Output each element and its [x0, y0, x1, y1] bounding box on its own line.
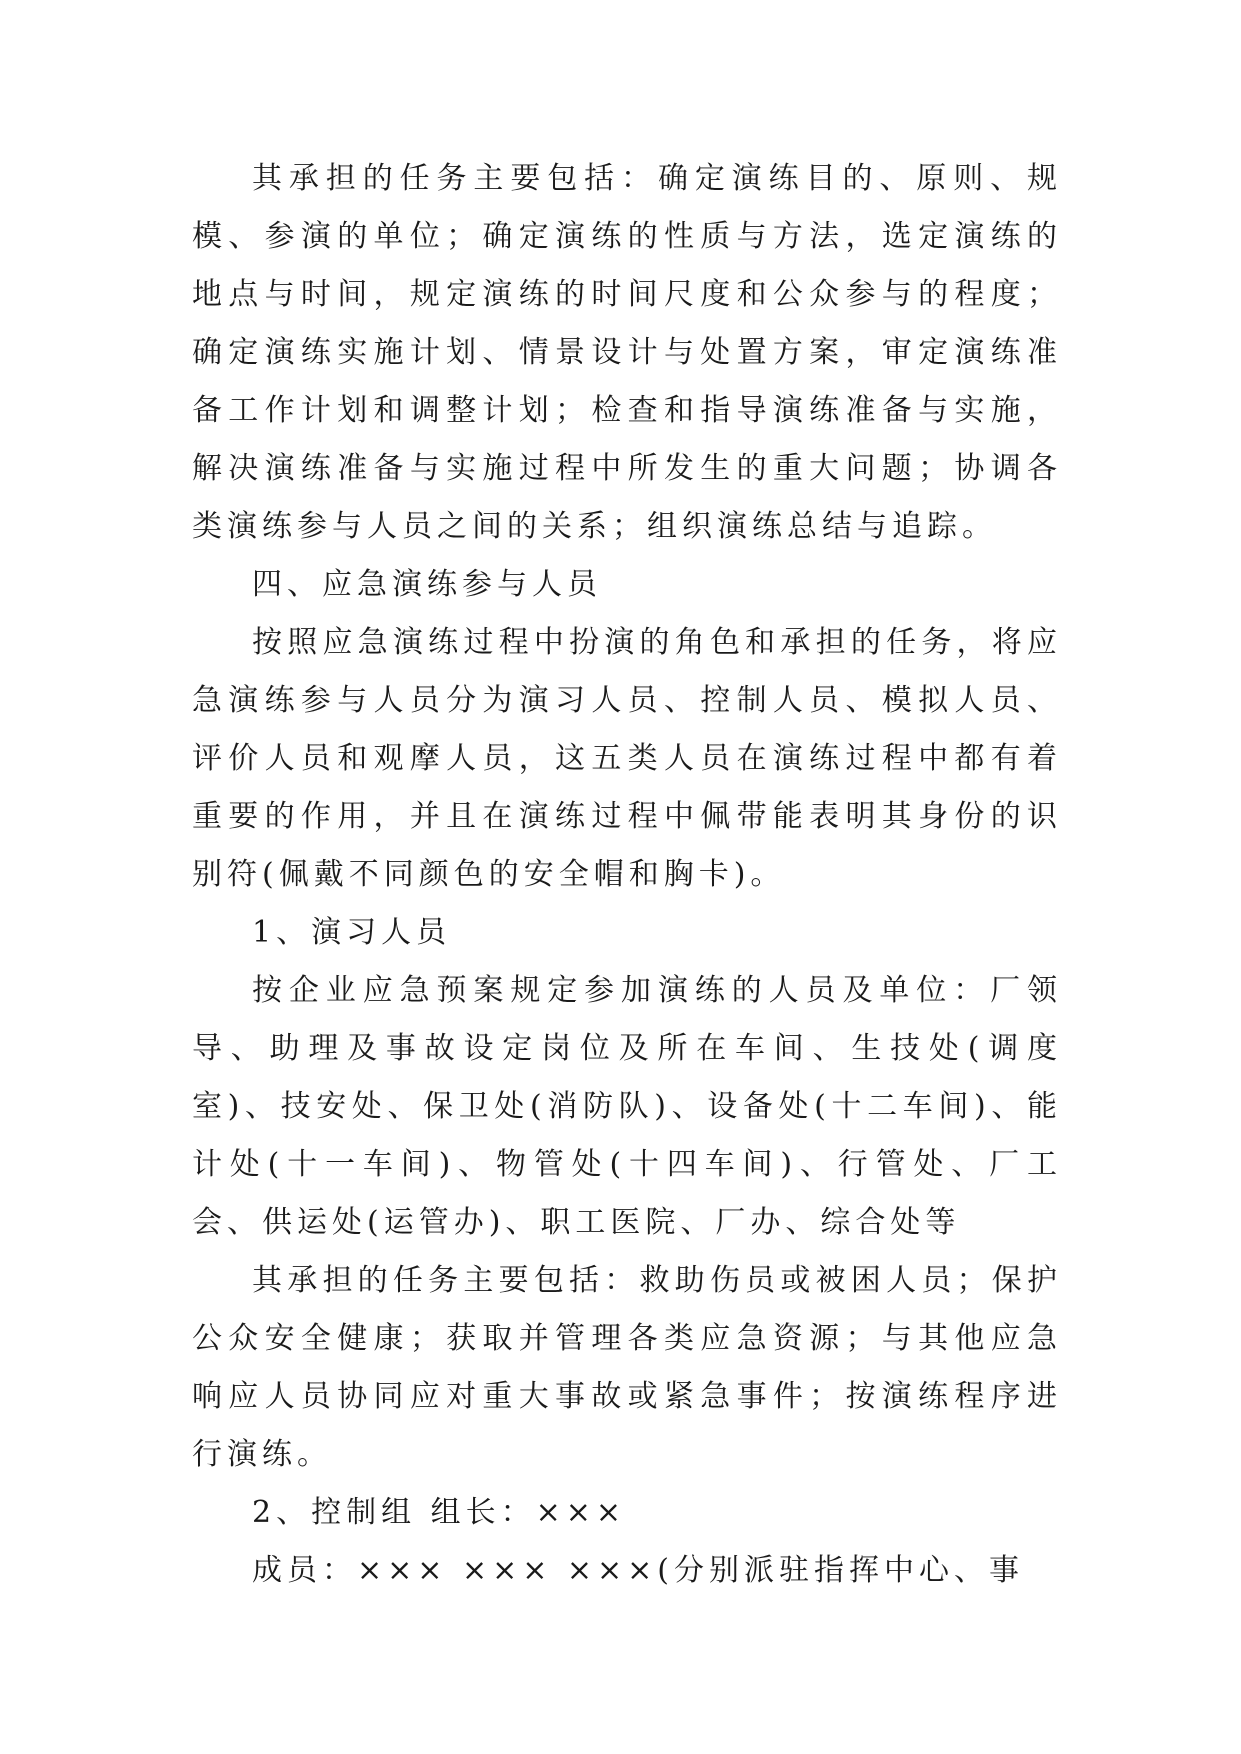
subheading-control-group: 2、控制组 组长：××× — [252, 1495, 627, 1530]
document-page — [192, 150, 1062, 1600]
paragraph-drill-tasks: 其承担的任务主要包括：救助伤员或被困人员；保护公众安全健康；获取并管理各类应急资源；与其他应急响应人员协同应对重大事故或紧急事件；按演练程序进行演练。 — [192, 1263, 1062, 1472]
subheading-drill-personnel: 1、演习人员 — [252, 915, 452, 950]
paragraph-participant-categories: 按照应急演练过程中扮演的角色和承担的任务，将应急演练参与人员分为演习人员、控制人员、模拟人员、评价人员和观摩人员，这五类人员在演练过程中都有着重要的作用，并且在演练过程中佩带能表明其身份的识别符(佩戴不同颜色的安全帽和胸卡)。 — [192, 625, 1062, 892]
paragraph-control-members: 成员：××× ××× ×××(分别派驻指挥中心、事 — [252, 1553, 1025, 1588]
section-heading-participants: 四、应急演练参与人员 — [252, 567, 602, 602]
paragraph-drill-units: 按企业应急预案规定参加演练的人员及单位：厂领导、助理及事故设定岗位及所在车间、生技处(调度室)、技安处、保卫处(消防队)、设备处(十二车间)、能计处(十一车间)、物管处(十四车间)、行管处、厂工会、供运处(运管办)、职工医院、厂办、综合处等 — [192, 973, 1062, 1240]
paragraph-tasks-overview: 其承担的任务主要包括：确定演练目的、原则、规模、参演的单位；确定演练的性质与方法，选定演练的地点与时间，规定演练的时间尺度和公众参与的程度；确定演练实施计划、情景设计与处置方案，审定演练准备工作计划和调整计划；检查和指导演练准备与实施，解决演练准备与实施过程中所发生的重大问题；协调各类演练参与人员之间的关系；组织演练总结与追踪。 — [192, 161, 1062, 544]
